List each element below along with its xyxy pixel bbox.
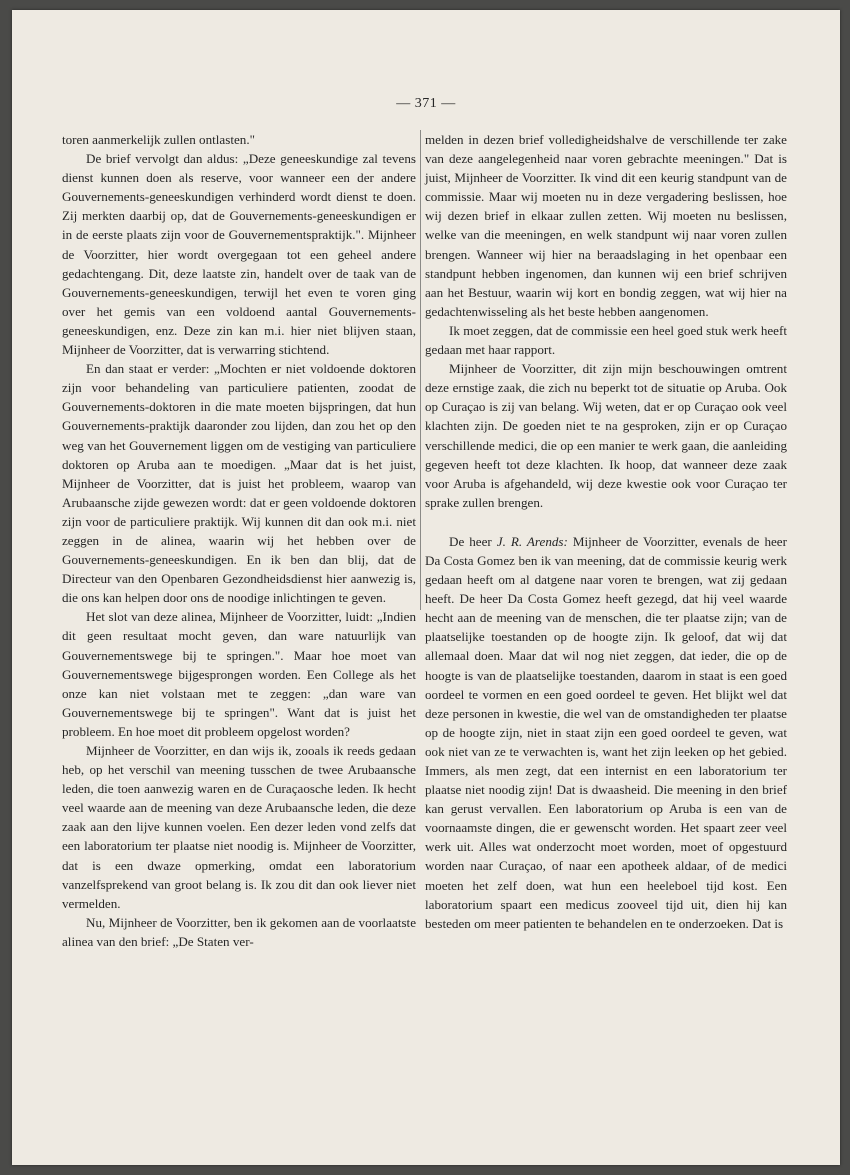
left-column [62,130,416,951]
paragraph: melden in dezen brief volledigheidshalve de verschillende ter zake van deze aangelegenheid naar voren gebrachte meeningen." Dat is juist, Mijnheer de Voorzitter. Ik vind dit een keurig standpunt van de commissie. Maar wij moeten nu in deze vergadering beslissen, hoe wij dezen brief in elkaar zullen zetten. Wij moeten nu beslissen, welke van die meeningen, en welk standpunt wij naar voren zullen brengen. Wanneer wij hier na beraadslaging in het openbaar een standpunt hebben ingenomen, dan kunnen wij een brief schrijven aan het Bestuur, waarin wij kort en bondig zeggen, wat wij hier na gedachtenwisseling als het beste hebben aangenomen. [425,132,787,319]
page-number: — 371 — [396,96,456,111]
paragraph: Mijnheer de Voorzitter, en dan wijs ik, zooals ik reeds gedaan heb, op het verschil van meening tusschen de twee Arubaansche leden, die toen aanwezig waren en de Curaçaosche leden. Ik hecht veel waarde aan de meening van deze Arubaansche leden, die deze zaak aan den lijve kunnen voelen. Een dezer leden vond zelfs dat een laboratorium ter plaatse niet noodig is. Mijnheer de Voorzitter, dat is een dwaze opmerking, omdat een laboratorium vanzelfsprekend van groot belang is. Ik zou dit dan ook liever niet vermelden. [62,743,416,911]
paragraph: En dan staat er verder: „Mochten er niet voldoende doktoren zijn voor behandeling van particuliere patienten, zoodat de Gouvernements-doktoren in die mate moeten bijspringen, dat hun Gouvernements-praktijk daaronder zou lijden, dan zou het op den weg van het Gouvernement liggen om de vestiging van particuliere doktoren op Aruba aan te moedigen. „Maar dat is het juist, Mijnheer de Voorzitter, dat is juist het probleem, waarop van Arubaansche zijde gewezen wordt: dat er geen voldoende doktoren zijn voor de particuliere praktijk. Wij kunnen dit dan ook m.i. niet zeggen in de alinea, waarin wij het hebben over de Gouvernements-geneeskundigen. En ik ben dan blij, dat de Directeur van den Openbaren Gezondheidsdienst hier aanwezig is, die ons kan helpen door ons de noodige inlichtingen te geven. [62,361,416,606]
speaker-paragraph [425,532,787,933]
paragraph: Mijnheer de Voorzitter, dit zijn mijn beschouwingen omtrent deze ernstige zaak, die zich nu beperkt tot de situatie op Aruba. Ook op Curaçao is zij van belang. Wij weten, dat er op Curaçao ook veel klachten zijn. De goeden niet te na gesproken, zijn er op Curaçao verschillende medici, die op een manier te werk gaan, die aanleiding gegeven heeft tot deze klachten. Ik hoop, dat wanneer deze zaak voor Aruba is afgehandeld, wij deze kwestie ook voor Curaçao ter sprake zullen brengen. [425,361,787,510]
paragraph: De brief vervolgt dan aldus: „Deze geneeskundige zal tevens dienst kunnen doen als reserve, voor wanneer een der andere Gouvernements-geneeskundigen verhinderd wordt dienst te doen. Zij merkten daarbij op, dat de Gouvernements-geneeskundigen er in de eerste plaats zijn voor de Gouvernementspraktijk.". Mijnheer de Voorzitter, hier wordt overgegaan tot een geheel andere gedachtengang. Dit, deze laatste zin, handelt over de taak van de Gouvernements-geneeskundigen, terwijl het even te voren ging over het gemis van een voldoend aantal Gouvernements-geneeskundigen, enz. Deze zin kan m.i. hier niet blijven staan, Mijnheer de Voorzitter, dat is verwarring stichtend. [62,151,416,358]
paragraph: toren aanmerkelijk zullen ontlasten." [62,132,255,147]
speaker-name: J. R. Arends: [496,533,568,549]
speaker-prefix: De heer [449,533,492,549]
column-divider [420,130,421,610]
paragraph: Het slot van deze alinea, Mijnheer de Voorzitter, luidt: „Indien dit geen resultaat mocht geven, dan ware natuurlijk van Gouvernementswege bij te springen.". Maar hoe moet van Gouvernementswege bijgesprongen worden. Een College als het onze kan niet volstaan met te zeggen: „dan ware van Gouvernementswege bij te springen". Want dat is juist het probleem. En hoe moet dit probleem opgelost worden? [62,609,416,739]
paragraph: Ik moet zeggen, dat de commissie een heel goed stuk werk heeft gedaan met haar rapport. [425,322,787,358]
document-page [12,10,840,1165]
speech-text: Mijnheer de Voorzitter, evenals de heer Da Costa Gomez ben ik van meening, dat de commissie keurig werk gedaan heeft om al datgene naar voren te brengen, wat zij gedaan heeft. De heer Da Costa Gomez heeft gezegd, dat hij veel waarde hecht aan de meening van de menschen, die ter plaatse zijn; van de plaatselijke toestanden op de hoogte zijn. Ik geloof, dat wij dat allemaal doen. Maar dat wil nog niet zeggen, dat ieder, die op de hoogte is van de plaatselijke toestanden, daarom in staat is een goed oordeel te vormen en een goed oordeel te geven. Het blijkt wel dat deze personen in kwestie, die wel van de omstandigheden ter plaatse op de hoogte zijn, niet in staat zijn een goed oordeel te geven, wat ook niet van ze te verwachten is, want het zijn leeken op het gebied. Immers, als men zegt, dat een internist en een laboratorium ter plaatse niet noodig zijn! Dat is dwaasheid. Die meening in den brief kan gerust vervallen. Een laboratorium op Aruba is een van de voornaamste dingen, die er gewenscht worden. Het spaart zeer veel werk uit. Alles wat onderzocht moet worden, moet of opgestuurd worden naar Curaçao, of naar een apotheek aldaar, of de medici moeten het zelf doen, wat hun een heeleboel tijd kost. Een laboratorium spaart een medicus zooveel tijd uit, dien hij kan besteden om meer patienten te behandelen en te onderzoeken. Dat is [425,533,787,931]
right-column [425,130,787,933]
paragraph: Nu, Mijnheer de Voorzitter, ben ik gekomen aan de voorlaatste alinea van den brief: „De Staten ver- [62,914,416,949]
